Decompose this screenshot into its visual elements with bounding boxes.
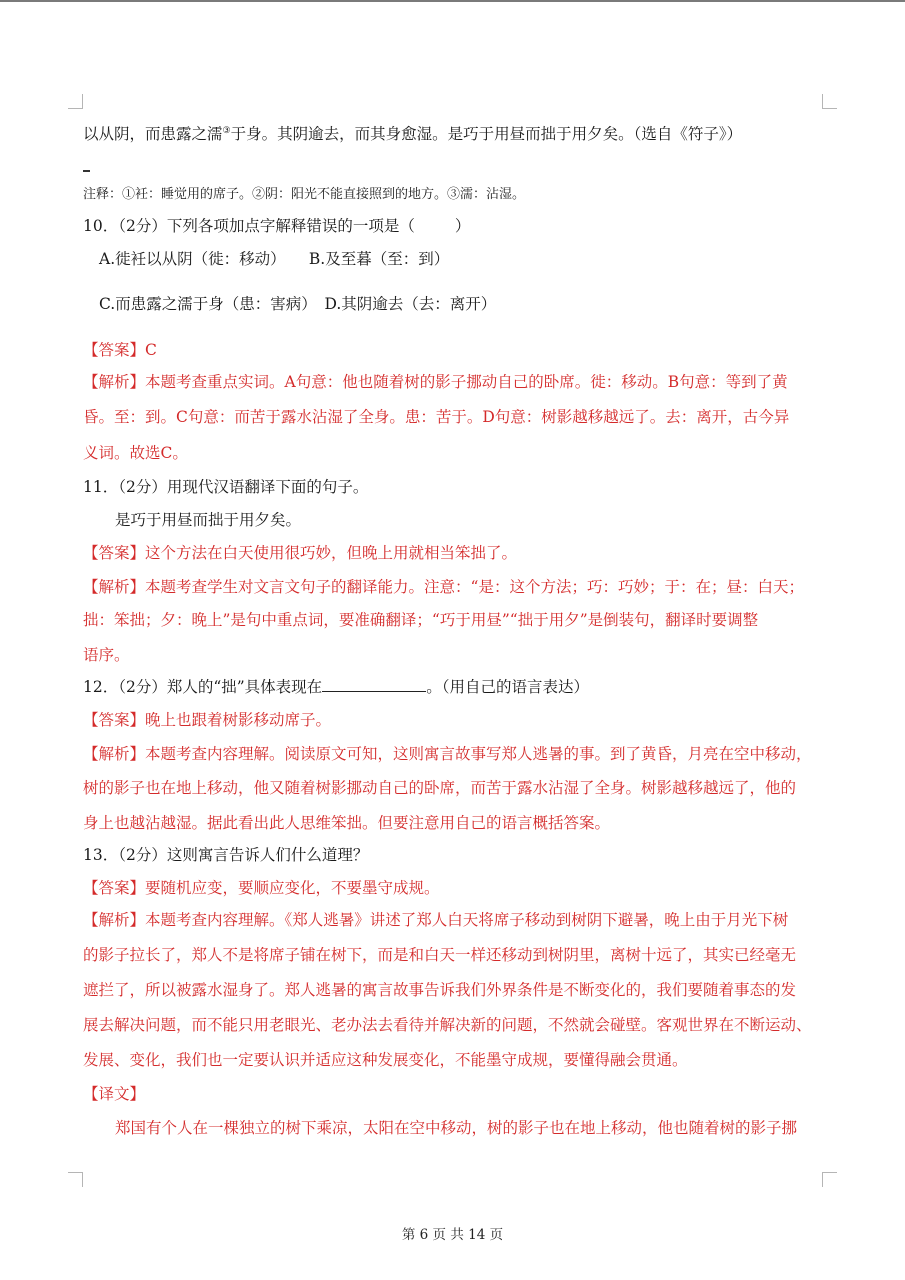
crop-mark-bottom-left xyxy=(68,1172,83,1187)
question-12-answer: 【答案】晚上也跟着树影移动席子。 xyxy=(83,711,332,729)
window-top-border xyxy=(0,0,905,2)
question-11-sentence: 是巧于用昼而拙于用夕矣。 xyxy=(115,511,302,529)
crop-mark-bottom-right xyxy=(822,1172,837,1187)
question-13-stem: 13．（2分）这则寓言告诉人们什么道理？ xyxy=(83,846,369,864)
question-10-analysis-line: 昏。至：到。C句意：而苦于露水沾湿了全身。患：苦于。D句意：树影越移越远了。去：离开，古今异 xyxy=(83,408,790,426)
question-13-analysis-line: 展去解决问题，而不能只用老眼光、老办法去看待并解决新的问题，不然就会碰壁。客观世界在不断运动、 xyxy=(83,1016,812,1034)
text-cursor-mark xyxy=(83,170,90,172)
question-10-analysis-line: 【解析】本题考查重点实词。A句意：他也随着树的影子挪动自己的卧席。徙：移动。B句意：等到了黄 xyxy=(83,373,788,391)
translation-line: 郑国有个人在一棵独立的树下乘凉，太阳在空中移动，树的影子也在地上移动，他也随着树的影子挪 xyxy=(115,1119,798,1137)
crop-mark-top-left xyxy=(68,94,83,109)
question-10-answer: 【答案】C xyxy=(83,341,157,359)
question-10-analysis-line: 义词。故选C。 xyxy=(83,444,188,462)
source-text-line: 以从阴，而患露之濡③于身。其阴逾去，而其身愈湿。是巧于用昼而拙于用夕矣。（选自《符子》） xyxy=(83,125,743,144)
question-11-answer: 【答案】这个方法在白天使用很巧妙，但晚上用就相当笨拙了。 xyxy=(83,544,518,562)
question-12-analysis-line: 身上也越沾越湿。据此看出此人思维笨拙。但要注意用自己的语言概括答案。 xyxy=(83,814,611,832)
question-12-stem: 12．（2分）郑人的“拙”具体表现在 。（用自己的语言表达） xyxy=(83,678,589,696)
question-11-analysis-line: 【解析】本题考查学生对文言文句子的翻译能力。注意：“是：这个方法；巧：巧妙；于：在；昼：白天； xyxy=(83,578,804,596)
question-12-analysis-line: 树的影子也在地上移动，他又随着树影挪动自己的卧席，而苦于露水沾湿了全身。树影越移越远了，他的 xyxy=(83,779,797,797)
question-13-analysis-line: 遮拦了，所以被露水湿身了。郑人逃暑的寓言故事告诉我们外界条件是不断变化的，我们要随着事态的发 xyxy=(83,981,797,999)
question-12-analysis-line: 【解析】本题考查内容理解。阅读原文可知，这则寓言故事写郑人逃暑的事。到了黄昏，月亮在空中移动， xyxy=(83,745,812,763)
page-footer: 第 6 页 共 14 页 xyxy=(401,1227,504,1243)
crop-mark-top-right xyxy=(822,94,837,109)
answer-blank xyxy=(322,677,426,692)
translation-heading: 【译文】 xyxy=(83,1085,146,1103)
question-13-analysis-line: 【解析】本题考查内容理解。《郑人逃暑》讲述了郑人白天将席子移动到树阴下避暑，晚上由于月光下树 xyxy=(83,911,789,929)
question-13-answer: 【答案】要随机应变，要顺应变化，不要墨守成规。 xyxy=(83,879,440,897)
question-10-stem: 10．（2分）下列各项加点字解释错误的一项是（ ） xyxy=(83,217,471,235)
question-11-stem: 11．（2分）用现代汉语翻译下面的句子。 xyxy=(83,478,369,496)
question-10-options-cd: C.而患露之濡于身（患：害病） D.其阴逾去（去：离开） xyxy=(99,295,497,313)
question-10-options-ab: A.徙衽以从阴（徙：移动） B.及至暮（至：到） xyxy=(99,250,450,268)
annotation-note: 注释：①衽：睡觉用的席子。②阴：阳光不能直接照到的地方。③濡：沾湿。 xyxy=(83,187,526,202)
question-11-analysis-line: 语序。 xyxy=(83,646,130,664)
question-13-analysis-line: 发展、变化，我们也一定要认识并适应这种发展变化，不能墨守成规，要懂得融会贯通。 xyxy=(83,1051,688,1069)
question-13-analysis-line: 的影子拉长了，郑人不是将席子铺在树下，而是和白天一样还移动到树阴里，离树十远了，其实已经毫无 xyxy=(83,946,797,964)
question-11-analysis-line: 拙：笨拙；夕：晚上”是句中重点词，要准确翻译；“巧于用昼”“拙于用夕”是倒装句，翻译时要调整 xyxy=(83,611,759,629)
